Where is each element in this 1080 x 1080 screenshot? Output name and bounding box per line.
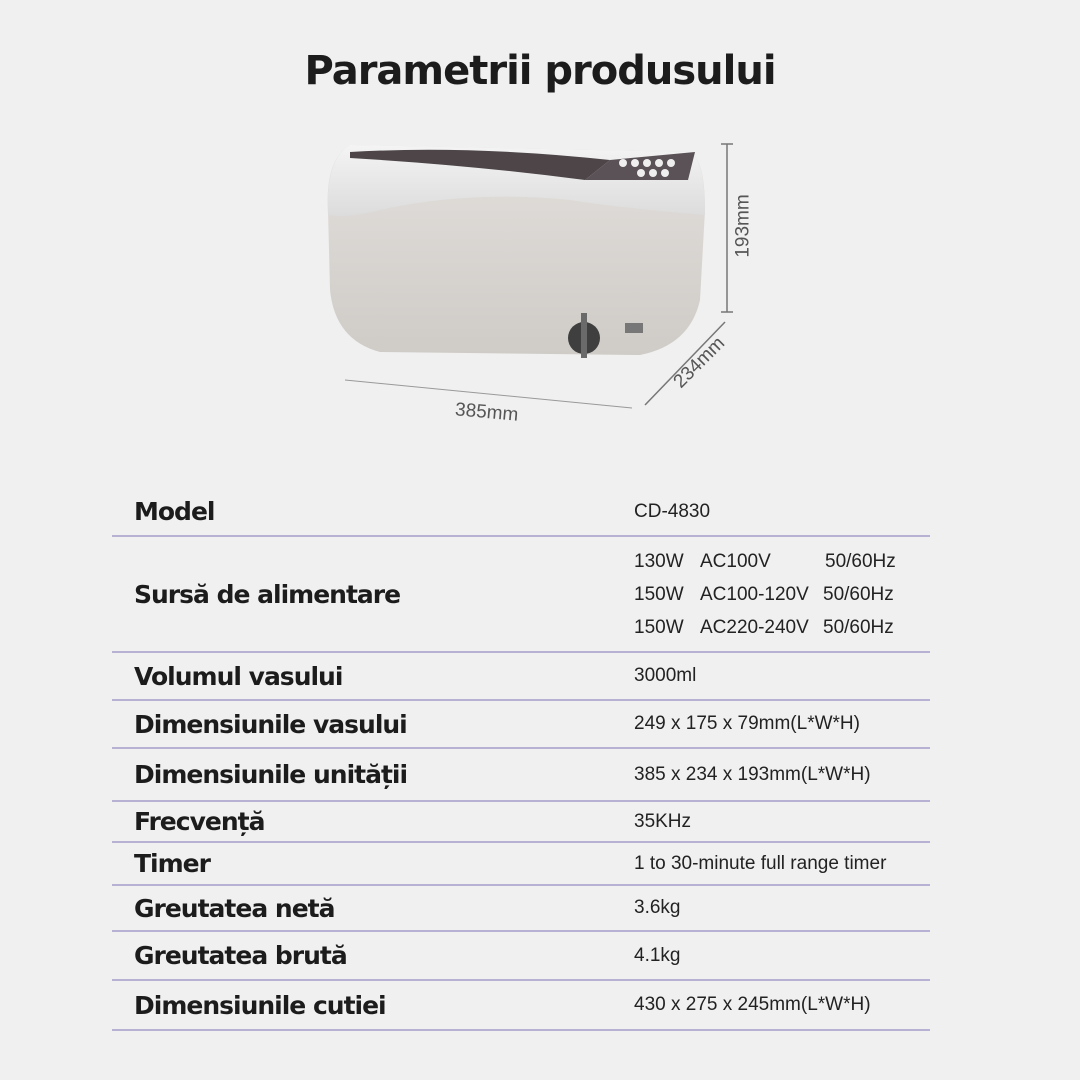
spec-label: Dimensiunile vasului bbox=[134, 709, 407, 739]
spec-label: Greutatea brută bbox=[134, 941, 347, 970]
spec-value: 3000ml bbox=[634, 665, 697, 686]
spec-label: Sursă de alimentare bbox=[134, 579, 401, 609]
spec-row-tank-dimensions bbox=[112, 701, 930, 749]
spec-row-model bbox=[112, 488, 930, 537]
power-watt: 130W bbox=[634, 550, 684, 572]
spec-row-box-dimensions bbox=[112, 981, 930, 1031]
spec-label: Model bbox=[134, 497, 215, 526]
power-watt: 150W bbox=[634, 583, 684, 605]
power-frequency: 50/60Hz bbox=[823, 616, 894, 638]
spec-row-gross-weight bbox=[112, 932, 930, 981]
spec-label: Dimensiunile cutiei bbox=[134, 990, 386, 1020]
power-voltage: AC100-120V bbox=[700, 583, 809, 605]
power-frequency: 50/60Hz bbox=[825, 550, 896, 572]
spec-value: 385 x 234 x 193mm(L*W*H) bbox=[634, 763, 871, 785]
power-voltage: AC100V bbox=[700, 550, 771, 572]
spec-row-unit-dimensions bbox=[112, 749, 930, 802]
depth-dimension-label: 234mm bbox=[669, 332, 730, 393]
ultrasonic-cleaner-image bbox=[320, 130, 760, 430]
spec-value: 4.1kg bbox=[634, 944, 681, 966]
spec-row-power bbox=[112, 537, 930, 653]
spec-value: 430 x 275 x 245mm(L*W*H) bbox=[634, 994, 871, 1015]
spec-row-tank-volume bbox=[112, 653, 930, 701]
spec-value: 249 x 175 x 79mm(L*W*H) bbox=[634, 713, 860, 734]
spec-label: Dimensiunile unității bbox=[134, 760, 408, 789]
spec-value: 3.6kg bbox=[634, 897, 681, 918]
power-frequency: 50/60Hz bbox=[823, 583, 894, 605]
spec-label: Greutatea netă bbox=[134, 893, 335, 923]
width-dimension-label: 385mm bbox=[454, 399, 520, 426]
power-voltage: AC220-240V bbox=[700, 616, 809, 638]
spec-label: Volumul vasului bbox=[134, 661, 343, 691]
power-watt: 150W bbox=[634, 616, 684, 638]
spec-table bbox=[112, 488, 930, 1031]
spec-value: 35KHz bbox=[634, 810, 692, 832]
page-title: Parametrii produsului bbox=[304, 48, 776, 94]
spec-label: Frecvență bbox=[134, 807, 265, 836]
spec-label: Timer bbox=[134, 849, 210, 878]
power-options bbox=[634, 545, 896, 644]
spec-row-timer bbox=[112, 843, 930, 886]
spec-value: 1 to 30-minute full range timer bbox=[634, 852, 887, 874]
height-dimension-label: 193mm bbox=[732, 194, 754, 258]
spec-value: CD-4830 bbox=[634, 500, 711, 522]
spec-row-net-weight bbox=[112, 886, 930, 932]
spec-row-frequency bbox=[112, 802, 930, 843]
